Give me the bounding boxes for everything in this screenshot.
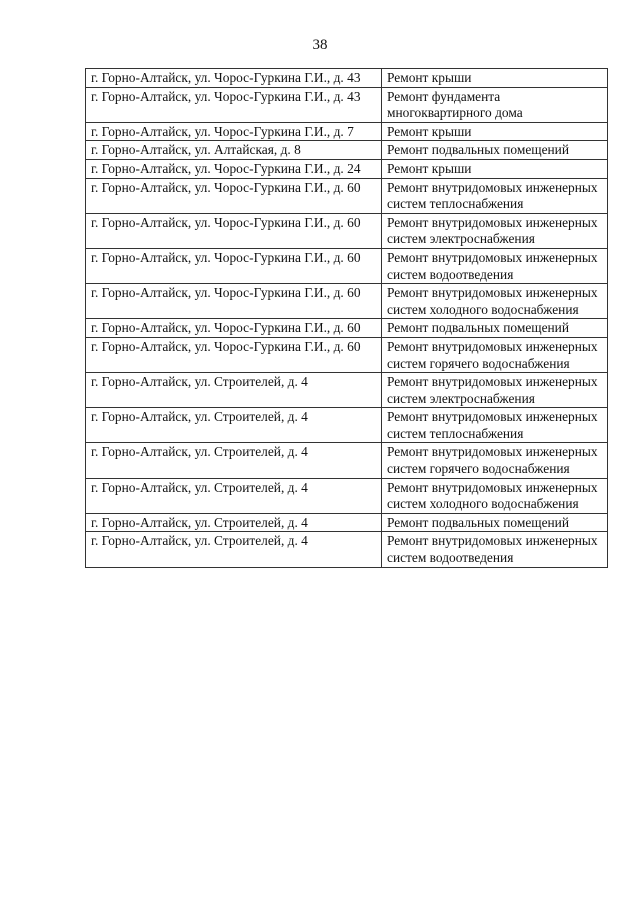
table-row [86, 532, 608, 567]
work-type-cell: Ремонт внутридомовых инженерных систем теплоснабжения [382, 408, 608, 443]
address-cell: г. Горно-Алтайск, ул. Строителей, д. 4 [86, 408, 382, 443]
address-cell: г. Горно-Алтайск, ул. Чорос-Гуркина Г.И., д. 43 [86, 87, 382, 122]
table-row [86, 408, 608, 443]
work-type-cell: Ремонт внутридомовых инженерных систем холодного водоснабжения [382, 478, 608, 513]
address-cell: г. Горно-Алтайск, ул. Чорос-Гуркина Г.И., д. 7 [86, 122, 382, 141]
work-type-cell: Ремонт крыши [382, 159, 608, 178]
table-row [86, 213, 608, 248]
work-type-cell: Ремонт крыши [382, 122, 608, 141]
address-cell: г. Горно-Алтайск, ул. Чорос-Гуркина Г.И., д. 60 [86, 319, 382, 338]
table-row [86, 513, 608, 532]
address-cell: г. Горно-Алтайск, ул. Чорос-Гуркина Г.И., д. 43 [86, 69, 382, 88]
work-type-cell: Ремонт внутридомовых инженерных систем электроснабжения [382, 373, 608, 408]
table-row [86, 373, 608, 408]
work-type-cell: Ремонт крыши [382, 69, 608, 88]
page-number: 38 [312, 37, 328, 53]
work-type-cell: Ремонт подвальных помещений [382, 513, 608, 532]
table-row [86, 159, 608, 178]
address-cell: г. Горно-Алтайск, ул. Чорос-Гуркина Г.И., д. 24 [86, 159, 382, 178]
address-cell: г. Горно-Алтайск, ул. Чорос-Гуркина Г.И., д. 60 [86, 213, 382, 248]
table-body [86, 69, 608, 568]
address-cell: г. Горно-Алтайск, ул. Строителей, д. 4 [86, 443, 382, 478]
work-type-cell: Ремонт внутридомовых инженерных систем теплоснабжения [382, 178, 608, 213]
table-row [86, 284, 608, 319]
table-row [86, 87, 608, 122]
address-cell: г. Горно-Алтайск, ул. Алтайская, д. 8 [86, 141, 382, 160]
address-cell: г. Горно-Алтайск, ул. Строителей, д. 4 [86, 373, 382, 408]
address-cell: г. Горно-Алтайск, ул. Чорос-Гуркина Г.И., д. 60 [86, 248, 382, 283]
table-row [86, 443, 608, 478]
address-cell: г. Горно-Алтайск, ул. Чорос-Гуркина Г.И., д. 60 [86, 284, 382, 319]
table-row [86, 337, 608, 372]
address-cell: г. Горно-Алтайск, ул. Строителей, д. 4 [86, 478, 382, 513]
repair-works-table [85, 68, 608, 568]
work-type-cell: Ремонт внутридомовых инженерных систем электроснабжения [382, 213, 608, 248]
address-cell: г. Горно-Алтайск, ул. Строителей, д. 4 [86, 532, 382, 567]
work-type-cell: Ремонт внутридомовых инженерных систем горячего водоснабжения [382, 443, 608, 478]
work-type-cell: Ремонт фундамента многоквартирного дома [382, 87, 608, 122]
table-row [86, 141, 608, 160]
work-type-cell: Ремонт подвальных помещений [382, 319, 608, 338]
work-type-cell: Ремонт внутридомовых инженерных систем горячего водоснабжения [382, 337, 608, 372]
work-type-cell: Ремонт подвальных помещений [382, 141, 608, 160]
work-type-cell: Ремонт внутридомовых инженерных систем холодного водоснабжения [382, 284, 608, 319]
address-cell: г. Горно-Алтайск, ул. Строителей, д. 4 [86, 513, 382, 532]
table-row [86, 122, 608, 141]
table-row [86, 319, 608, 338]
address-cell: г. Горно-Алтайск, ул. Чорос-Гуркина Г.И., д. 60 [86, 178, 382, 213]
table-row [86, 69, 608, 88]
work-type-cell: Ремонт внутридомовых инженерных систем водоотведения [382, 248, 608, 283]
table-row [86, 178, 608, 213]
work-type-cell: Ремонт внутридомовых инженерных систем водоотведения [382, 532, 608, 567]
table-row [86, 478, 608, 513]
address-cell: г. Горно-Алтайск, ул. Чорос-Гуркина Г.И., д. 60 [86, 337, 382, 372]
table-row [86, 248, 608, 283]
